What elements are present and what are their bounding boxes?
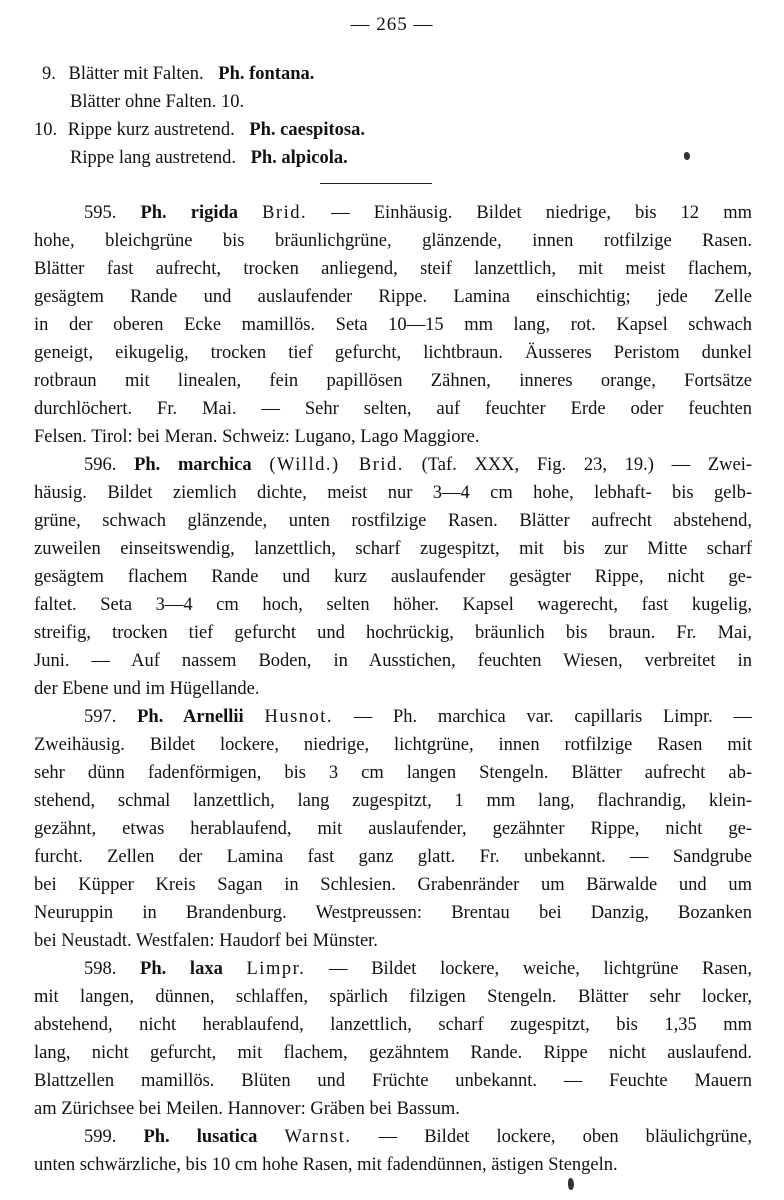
key-line-10b <box>70 148 348 169</box>
entry-line: furcht. Zellen der Lamina fast ganz glatt. Fr. unbekannt. — Sandgrube <box>34 847 752 867</box>
entry-line: der Ebene und im Hügellande. <box>34 679 260 699</box>
entry-number: 598. <box>84 959 117 979</box>
key-line-9b <box>70 92 244 113</box>
key-text: Rippe lang austretend. <box>70 148 236 168</box>
entry-line: Felsen. Tirol: bei Meran. Schweiz: Lugano, Lago Maggiore. <box>34 427 480 447</box>
entry-text: — Bildet lockere, weiche, lichtgrüne Rasen, <box>329 959 752 979</box>
entry-line: Zweihäusig. Bildet lockere, niedrige, lichtgrüne, innen rotfilzige Rasen mit <box>34 735 752 755</box>
species-author: (Willd.) Brid. <box>269 455 404 475</box>
entry-line: hohe, bleichgrüne bis bräunlichgrüne, glänzende, innen rotfilzige Rasen. <box>34 231 752 251</box>
entry-line: gesägtem flachem Rande und kurz auslaufender gesägter Rippe, nicht ge- <box>34 567 752 587</box>
key-number: 10. <box>34 120 58 140</box>
key-number: 9. <box>42 64 56 84</box>
species-author: Limpr. <box>246 959 306 979</box>
key-line-10 <box>34 120 365 141</box>
entry-line: bei Küpper Kreis Sagan in Schlesien. Grabenränder um Bärwalde und um <box>34 875 752 895</box>
entry-line: Blattzellen mamillös. Blüten und Früchte unbekannt. — Feuchte Mauern <box>34 1071 752 1091</box>
entry-text: — Ph. marchica var. capillaris Limpr. — <box>353 707 753 727</box>
key-taxon: Ph. caespitosa. <box>249 120 365 140</box>
entry-line: Juni. — Auf nassem Boden, in Ausstichen, feuchten Wiesen, verbreitet in <box>34 651 752 671</box>
entry-line <box>84 454 752 476</box>
key-text: Blätter ohne Falten. 10. <box>70 92 245 112</box>
entry-line <box>84 958 752 980</box>
entry-line: am Zürichsee bei Meilen. Hannover: Gräben bei Bassum. <box>34 1099 460 1119</box>
entry-line: gezähnt, etwas herablaufend, mit auslaufender, gezähnter Rippe, nicht ge- <box>34 819 752 839</box>
key-text: Blätter mit Falten. <box>68 64 204 84</box>
entry-line: geneigt, eikugelig, trocken tief gefurcht, lichtbraun. Äusseres Peristom dunkel <box>34 343 752 363</box>
entry-line <box>84 202 752 224</box>
species-author: Husnot. <box>264 707 334 727</box>
entry-number: 595. <box>84 203 117 223</box>
entry-text: — Einhäusig. Bildet niedrige, bis 12 mm <box>331 203 753 223</box>
entry-line <box>84 706 752 728</box>
key-text: Rippe kurz austretend. <box>67 120 235 140</box>
entry-line: gesägtem Rande und auslaufender Rippe. Lamina einschichtig; jede Zelle <box>34 287 752 307</box>
entry-line: faltet. Seta 3—4 cm hoch, selten höher. Kapsel wagerecht, fast kugelig, <box>34 595 752 615</box>
entry-text: (Taf. XXX, Fig. 23, 19.) — Zwei- <box>421 455 753 475</box>
key-taxon: Ph. fontana. <box>218 64 315 84</box>
entry-line: stehend, schmal lanzettlich, lang zugespitzt, 1 mm lang, flachrandig, klein- <box>34 791 752 811</box>
entry-line: durchlöchert. Fr. Mai. — Sehr selten, auf feuchter Erde oder feuchten <box>34 399 752 419</box>
entry-line: in der oberen Ecke mamillös. Seta 10—15 mm lang, rot. Kapsel schwach <box>34 315 752 335</box>
key-line-9 <box>42 64 314 85</box>
entry-line: Blätter fast aufrecht, trocken anliegend, steif lanzettlich, mit meist flachem, <box>34 259 752 279</box>
entry-number: 596. <box>84 455 117 475</box>
entry-text: — Bildet lockere, oben bläulichgrüne, <box>378 1127 753 1147</box>
entry-number: 599. <box>84 1127 117 1147</box>
entry-number: 597. <box>84 707 117 727</box>
species-author: Warnst. <box>284 1127 352 1147</box>
species-name: Ph. rigida <box>140 203 239 223</box>
entry-line: häusig. Bildet ziemlich dichte, meist nur 3—4 cm hohe, lebhaft- bis gelb- <box>34 483 752 503</box>
entry-line: rotbraun mit linealen, fein papillösen Zähnen, inneres orange, Fortsätze <box>34 371 752 391</box>
entry-line: bei Neustadt. Westfalen: Haudorf bei Münster. <box>34 931 378 951</box>
entry-line: Neuruppin in Brandenburg. Westpreussen: Brentau bei Danzig, Bozanken <box>34 903 752 923</box>
entry-line: grüne, schwach glänzende, unten rostfilzige Rasen. Blätter aufrecht abstehend, <box>34 511 752 531</box>
key-taxon: Ph. alpicola. <box>250 148 348 168</box>
entry-line: abstehend, nicht herablaufend, lanzettlich, scharf zugespitzt, bis 1,35 mm <box>34 1015 752 1035</box>
entry-line <box>84 1126 752 1148</box>
ink-spot <box>568 1178 574 1190</box>
species-name: Ph. lusatica <box>143 1127 258 1147</box>
page-number: — 265 — <box>350 14 434 35</box>
entry-line: streifig, trocken tief gefurcht und hochrückig, bräunlich bis braun. Fr. Mai, <box>34 623 752 643</box>
entry-line: mit langen, dünnen, schlaffen, spärlich filzigen Stengeln. Blätter sehr locker, <box>34 987 752 1007</box>
species-name: Ph. Arnellii <box>137 707 244 727</box>
species-name: Ph. marchica <box>134 455 252 475</box>
entry-line: unten schwärzliche, bis 10 cm hohe Rasen, mit fadendünnen, ästigen Stengeln. <box>34 1155 618 1175</box>
species-name: Ph. laxa <box>140 959 223 979</box>
entry-line: zuweilen einseitswendig, lanzettlich, scharf zugespitzt, mit bis zur Mitte scharf <box>34 539 752 559</box>
species-author: Brid. <box>262 203 308 223</box>
ink-spot <box>684 152 690 160</box>
entry-line: lang, nicht gefurcht, mit flachem, gezähntem Rande. Rippe nicht auslaufend. <box>34 1043 752 1063</box>
section-divider <box>320 183 432 184</box>
entry-line: sehr dünn fadenförmigen, bis 3 cm langen Stengeln. Blätter aufrecht ab- <box>34 763 752 783</box>
